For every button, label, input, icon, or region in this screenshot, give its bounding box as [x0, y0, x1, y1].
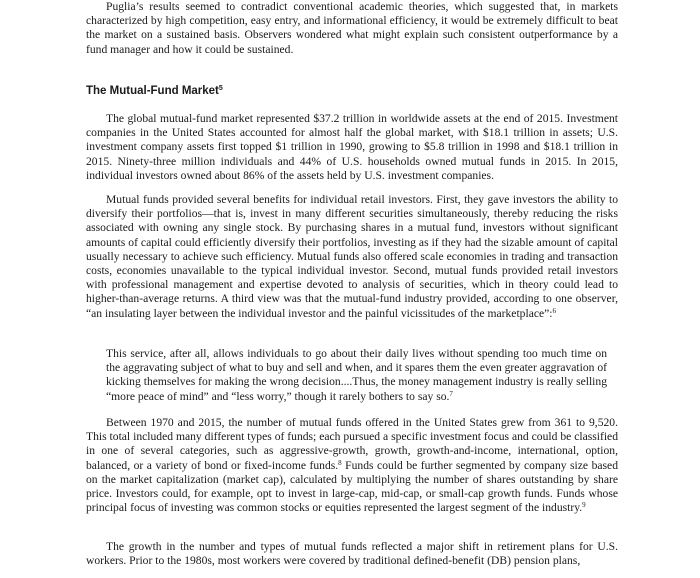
- section-heading: The Mutual-Fund Market$^5$: [86, 85, 223, 97]
- quote-text: This service, after all, allows individuals to go about their daily lives without spending too much time on the aggravating subject of what to buy and sell and when, and it spares them the even greater aggravation of kicking themselves for making the wrong decision....Thus, the money management industry is really selling “more peace of mind” and “less worry,” though it rarely bothers to say so.$^7$: [106, 347, 607, 403]
- retirement-paragraph: The growth in the number and types of mutual funds reflected a major shift in retirement plans for U.S. workers. Prior to the 1980s, most workers were covered by traditional defined-benefit (DB) pension plans,: [86, 540, 618, 568]
- footnote-ref: 9: [582, 501, 586, 510]
- footnote-ref: 7: [449, 389, 453, 398]
- market-paragraph: The global mutual-fund market represented $37.2 trillion in worldwide assets at the end of 2015. Investment companies in the United States accounted for almost half the global market, with $18.1 trillion in assets; U.S. investment company assets first topped $1 trillion in 1990, growing to $5.8 trillion in 1998 and $18.1 trillion in 2015. Ninety-three million individuals and 44% of U.S. households owned mutual funds in 2015. In 2015, individual investors owned about 86% of the assets held by U.S. investment companies.: [86, 112, 618, 182]
- fund-growth-paragraph: Between 1970 and 2015, the number of mutual funds offered in the United States grew from 361 to 9,520. This total included many different types of funds; each pursued a specific investment focus and could be classified in one of several categories, such as aggressive-growth, growth, growth-and-income, international, option, balanced, or a variety of bond or fixed-income funds.$^8$ Funds could be further segmented by company size based on the market capitalization (market cap), calculated by multiplying the number of shares outstanding by share price. Investors could, for example, opt to invest in large-cap, mid-cap, or small-cap growth funds. Funds whose principal focus of investing was common stocks or equities represented the largest segment of the industry.$^9$: [86, 416, 618, 515]
- footnote-ref: 5: [218, 85, 223, 92]
- benefits-paragraph: Mutual funds provided several benefits for individual retail investors. First, they gave investors the ability to diversify their portfolios—that is, invest in many different securities simultaneously, thereby reducing the risks associated with owning any single stock. By purchasing shares in a mutual fund, investors without significant amounts of capital could efficiently diversify their portfolios, investing as if they had the sizable amount of capital usually necessary to achieve such efficiency. Mutual funds also offered scale economies in trading and transaction costs, economies unavailable to the typical individual investor. Second, mutual funds provided retail investors with professional management and expertise devoted to analysis of securities, which in theory could lead to higher-than-average returns. A third view was that the mutual-fund industry provided, according to one observer, “an insulating layer between the individual investor and the painful vicissitudes of the marketplace”:$^6$: [86, 193, 618, 320]
- intro-paragraph: Puglia’s results seemed to contradict conventional academic theories, which suggested that, in markets characterized by high competition, easy entry, and informational efficiency, it would be extremely difficult to beat the market on a sustained basis. Observers wondered what might explain such consistent outperformance by a fund manager and how it could be sustained.: [86, 0, 618, 56]
- block-quote: [106, 347, 607, 404]
- footnote-ref: 6: [552, 306, 557, 315]
- footnote-ref: 8: [338, 458, 342, 467]
